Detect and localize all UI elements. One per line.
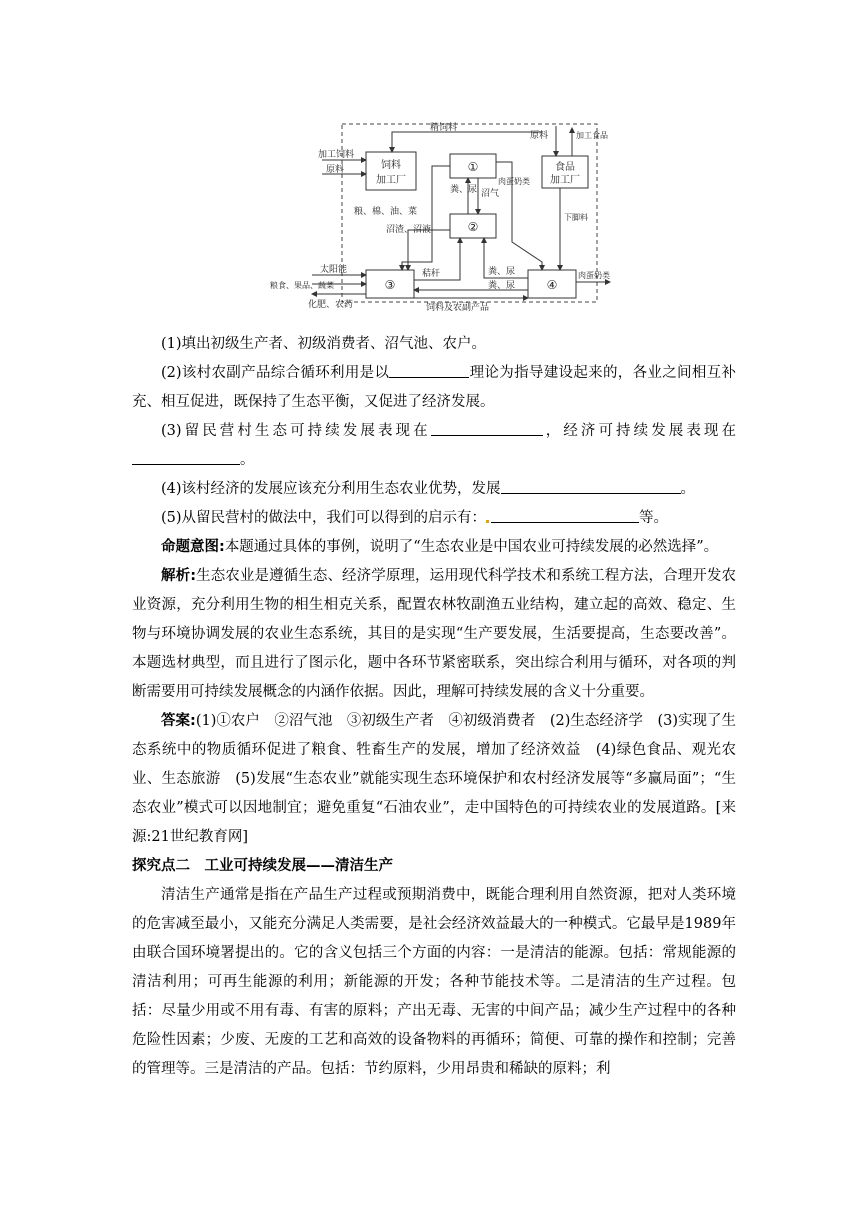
label-fen-niao-2: 粪、尿 [488,281,516,291]
section-title: 探究点二 工业可持续发展——清洁生产 [132,858,393,874]
label-jingsiliao: 精饲料 [430,123,458,133]
label-yuanliao-left: 原料 [326,165,345,175]
question-1: (1)填出初级生产者、初级消费者、沼气池、农户。 [161,336,487,352]
body-paragraph: 清洁生产通常是指在产品生产过程或预期消费中，既能合理利用自然资源，把对人类环境的危害减至最小，又能充分满足人类需要，是社会经济效益最大的一种模式。它最早是1989年由联合国环境署提出的。它的含义包括三个方面的内容：一是清洁的能源。包括：常规能源的清洁利用；可再生能源的利用；新能源的开发；各种节能技术等。二是清洁的生产过程。包括：尽量少用或不用有毒、有害的原料；产出无毒、无害的中间产品；减少生产过程中的各种危险性因素；少废、无废的工艺和高效的设备物料的再循环；简便、可靠的操作和控制；完善的管理等。三是清洁的产品。包括：节约原料，少用昂贵和稀缺的原料；利 [132,887,736,1077]
intent-paragraph: 命题意图:本题通过具体的事例，说明了“生态农业是中国农业可持续发展的必然选择”。 [161,539,719,555]
label-zhaoqi: 沼气 [481,189,500,199]
label-liang-mian: 粮、棉、油、菜 [354,207,418,217]
label-roudan-v: 肉蛋奶类 [498,177,530,186]
label-zhazha: 沼渣、沼液 [386,225,432,235]
answer-paragraph: 答案:(1)①农户 ②沼气池 ③初级生产者 ④初级消费者 (2)生态经济学 (3)实现了生态系统中的物质循环促进了粮食、牲畜生产的发展，增加了经济效益 (4)绿色食品、观光农业、生态旅游 (5)发展“生态农业”就能实现生态环境保护和农村经济发展等“多赢局面”；“生态农业”模式可以因地制宜；避免重复“石油农业”，走中国特色的可持续农业的发展道路。[来源:21世纪教育网] [132,713,736,845]
question-5: (5)从留民营村的做法中，我们可以得到的启示有： 等。 [161,510,669,526]
question-2: (2)该村农副产品综合循环利用是以 理论为指导建设起来的，各业之间相互补充、相互促进，既保持了生态平衡，又促进了经济发展。 [132,365,736,410]
node-1-label: ① [467,160,479,174]
eco-agriculture-flow-diagram [262,112,612,322]
question-3: (3)留民营村生态可持续发展表现在 ，经济可持续发展表现在。 [132,417,736,475]
label-jiagong-shipin: 加工食品 [576,131,608,140]
node-2-label: ② [467,220,479,234]
node-3-label: ③ [384,278,396,292]
feed-factory-label-2: 加工厂 [376,175,406,186]
document-body [132,330,736,1084]
label-roudan-out: 肉蛋奶类 [578,271,610,280]
food-factory-label-2: 加工厂 [550,175,580,186]
label-taiyang: 太阳能 [320,265,348,275]
label-fen-niao-1: 粪、尿 [488,267,516,277]
question-4: (4)该村经济的发展应该充分利用生态农业优势，发展 。 [161,481,696,497]
label-fen-niao-v: 粪、尿 [450,185,478,195]
label-liangshi: 粮食、果品、蔬菜 [270,281,334,290]
label-jiagong-siliao: 加工饲料 [318,150,355,160]
label-huafei: 化肥、农药 [308,300,354,310]
feed-factory-label: 饲料 [381,160,401,171]
label-siliao-fuchan: 饲料及农副产品 [426,303,490,313]
label-jiegan: 秸秆 [422,269,441,279]
label-xiajiaoliao: 下脚料 [564,213,588,222]
food-factory-label: 食品 [555,162,575,173]
analysis-paragraph: 解析:生态农业是遵循生态、经济学原理，运用现代科学技术和系统工程方法，合理开发农业资源，充分利用生物的相生相克关系，配置农林牧副渔五业结构，建立起的高效、稳定、生物与环境协调发展的农业生态系统，其目的是实现“生产要发展，生活要提高，生态要改善”。本题选材典型，而且进行了图示化，题中各环节紧密联系，突出综合利用与循环，对各项的判断需要用可持续发展概念的内涵作依据。因此，理解可持续发展的含义十分重要。 [132,568,736,700]
marker-dot [486,520,489,523]
label-yuanliao-top: 原料 [530,131,549,141]
node-4-label: ④ [546,278,558,292]
